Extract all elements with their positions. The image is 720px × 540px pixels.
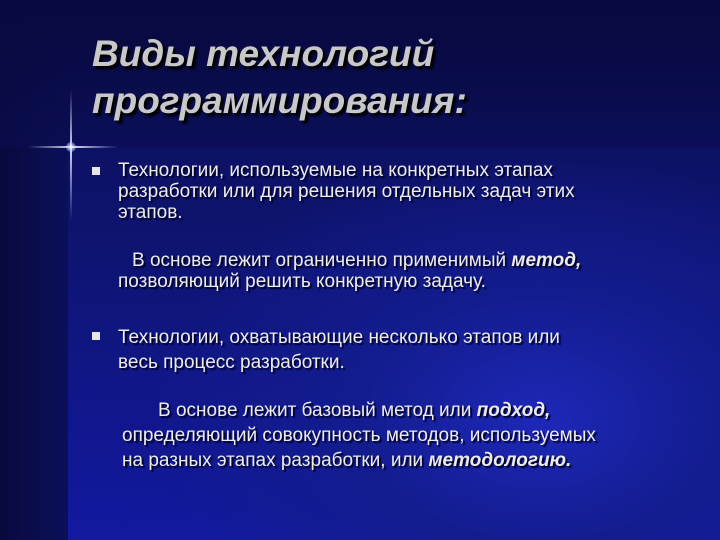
slide-title-line2: программирования: [92,80,467,121]
bullet-2-note-line-2: определяющий совокупность методов, используемых [122,425,596,446]
bullet-1-note-text: В основе лежит ограниченно применимый [132,250,512,271]
bullet-2-note-line-3 [122,448,688,473]
bullet-text-1 [118,160,690,223]
bullet-1-line-3: этапов. [118,202,183,223]
bullet-1-note-line-1 [118,250,690,271]
slide-title [92,30,692,124]
square-bullet-icon [92,167,100,175]
bullet-2-note-emphasis-1: подход, [476,400,551,421]
bullet-note-2 [122,398,688,473]
sparkle-icon [66,142,76,152]
bullet-text-2 [118,325,690,375]
bullet-1-line-2: разработки или для решения отдельных задач этих [118,181,575,202]
bullet-2-note-text-3: на разных этапах разработки, или [122,450,429,471]
bullet-2-note-text: В основе лежит базовый метод или [158,400,477,421]
square-bullet-icon [92,332,100,340]
bullet-2-line-1: Технологии, охватывающие несколько этапов или [118,327,560,348]
slide-title-line1: Виды технологий [92,33,435,74]
bullet-1-note-line-2: позволяющий решить конкретную задачу. [118,271,486,292]
sparkle-icon-vertical [70,90,72,220]
bullet-2-note-emphasis-2: методологию. [428,450,572,471]
bullet-1-note-emphasis: метод, [511,250,582,271]
bullet-note-1 [118,250,690,292]
bullet-2-line-2: весь процесс разработки. [118,352,345,373]
bullet-1-line-1: Технологии, используемые на конкретных этапах [118,160,553,181]
bullet-2-note-line-1 [122,398,688,423]
